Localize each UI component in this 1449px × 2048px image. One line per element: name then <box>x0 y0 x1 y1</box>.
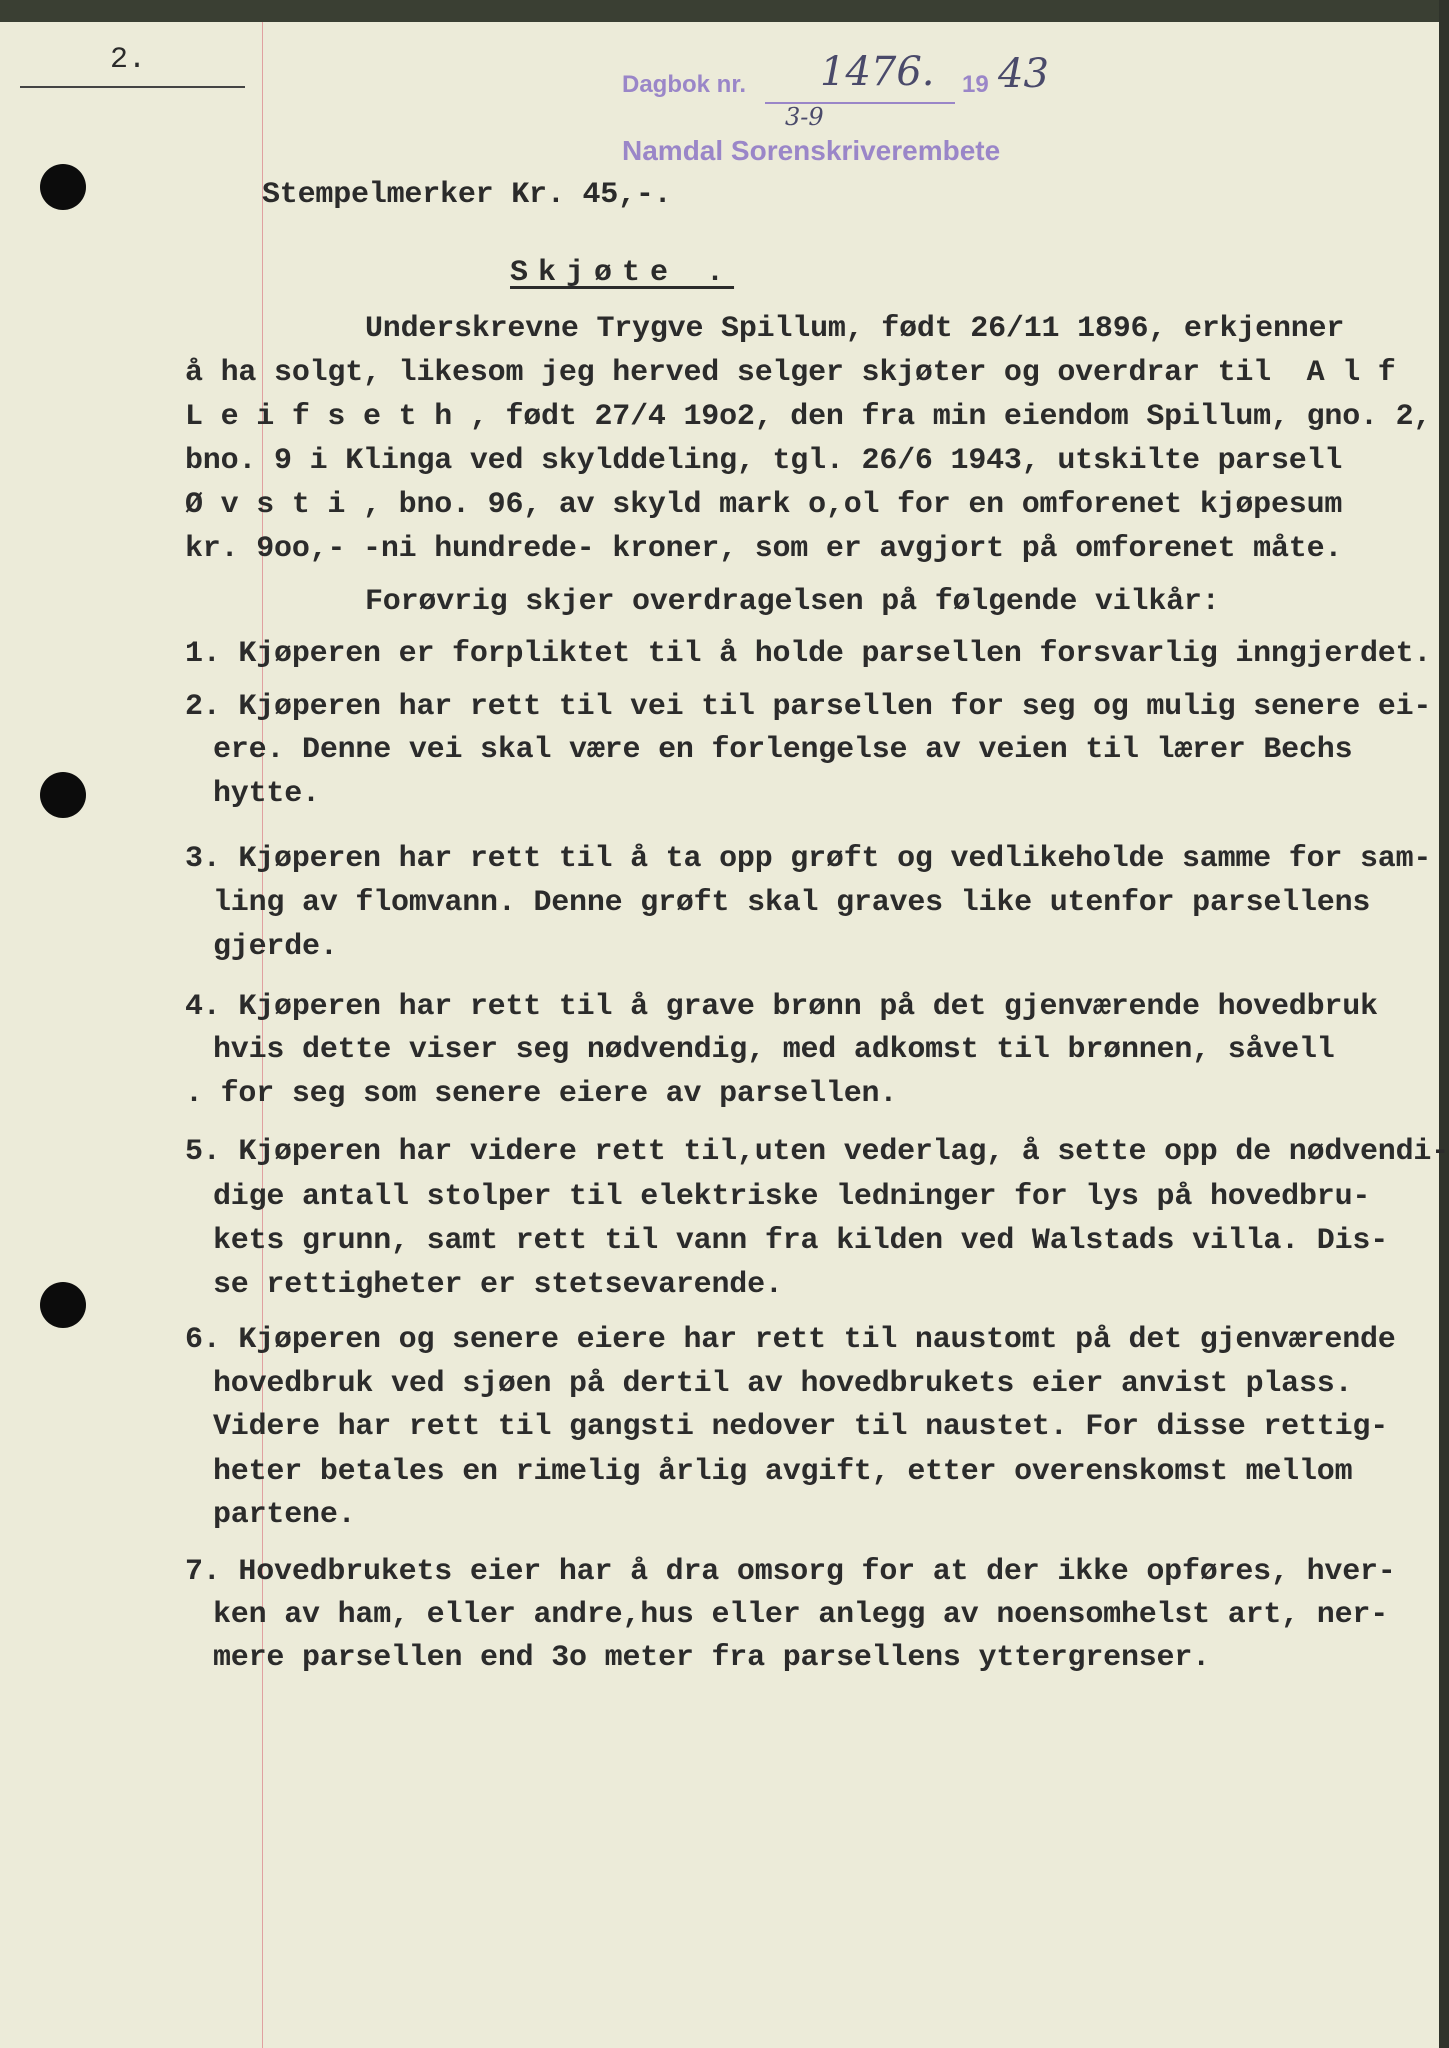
stamp-year-suffix: 43 <box>998 51 1049 97</box>
text-line: 7. Hovedbrukets eier har å dra omsorg for at der ikke opføres, hver- <box>185 1555 1396 1589</box>
page-number: 2. <box>110 43 147 77</box>
punch-hole <box>40 164 86 210</box>
text-line: hovedbruk ved sjøen på dertil av hovedbrukets eier anvist plass. <box>213 1367 1353 1401</box>
stamp-date: 3-9 <box>785 103 824 131</box>
stamp-office: Namdal Sorenskriverembete <box>622 135 1001 166</box>
text-line: 4. Kjøperen har rett til å grave brønn på det gjenværende hovedbruk <box>185 990 1378 1024</box>
stamp-year-prefix: 19 <box>962 71 989 98</box>
text-line: Videre har rett til gangsti nedover til naustet. For disse rettig- <box>213 1410 1388 1444</box>
text-line: ling av flomvann. Denne grøft skal graves like utenfor parsellens <box>213 886 1371 920</box>
scan-top-edge <box>0 0 1449 22</box>
text-line: mere parsellen end 3o meter fra parsellens yttergrenser. <box>213 1641 1210 1675</box>
document-title: Skjøte . <box>510 256 735 290</box>
text-line: gjerde. <box>213 930 338 964</box>
page-number-rule <box>20 86 245 88</box>
text-line: partene. <box>213 1498 356 1532</box>
text-line: bno. 9 i Klinga ved skylddeling, tgl. 26/6 1943, utskilte parsell <box>185 444 1343 478</box>
text-line: hytte. <box>213 777 320 811</box>
text-line: 1. Kjøperen er forpliktet til å holde parsellen forsvarlig inngjerdet. <box>185 637 1432 671</box>
text-line: se rettigheter er stetsevarende. <box>213 1268 783 1302</box>
text-line: kr. 9oo,- -ni hundrede- kroner, som er avgjort på omforenet måte. <box>185 532 1343 566</box>
punch-hole <box>40 772 86 818</box>
text-line: å ha solgt, likesom jeg herved selger skjøter og overdrar til A l f <box>185 356 1396 390</box>
text-line: kets grunn, samt rett til vann fra kilden ved Walstads villa. Dis- <box>213 1224 1388 1258</box>
text-line: hvis dette viser seg nødvendig, med adkomst til brønnen, såvell <box>213 1033 1335 1067</box>
text-line: 3. Kjøperen har rett til å ta opp grøft og vedlikeholde samme for sam- <box>185 842 1432 876</box>
text-line: Ø v s t i , bno. 96, av skyld mark o,ol for en omforenet kjøpesum <box>185 488 1343 522</box>
text-line: Underskrevne Trygve Spillum, født 26/11 1896, erkjenner <box>365 312 1345 346</box>
text-line: Stempelmerker Kr. 45,-. <box>262 178 672 212</box>
text-line: 2. Kjøperen har rett til vei til parsellen for seg og mulig senere ei- <box>185 690 1432 724</box>
stamp-number: 1476. <box>820 49 935 95</box>
text-line: heter betales en rimelig årlig avgift, etter overenskomst mellom <box>213 1455 1353 1489</box>
scan-right-edge <box>1439 0 1449 2048</box>
text-line: Forøvrig skjer overdragelsen på følgende vilkår: <box>365 585 1220 619</box>
text-line: 5. Kjøperen har videre rett til,uten vederlag, å sette opp de nødvendi- <box>185 1135 1449 1169</box>
text-line: 6. Kjøperen og senere eiere har rett til naustomt på det gjenværende <box>185 1323 1396 1357</box>
stamp-label: Dagbok nr. <box>622 71 747 98</box>
text-line: L e i f s e t h , født 27/4 19o2, den fra min eiendom Spillum, gno. 2, <box>185 400 1432 434</box>
text-line: ken av ham, eller andre,hus eller anlegg av noensomhelst art, ner- <box>213 1598 1388 1632</box>
text-line: dige antall stolper til elektriske ledninger for lys på hovedbru- <box>213 1180 1371 1214</box>
text-line: ere. Denne vei skal være en forlengelse av veien til lærer Bechs <box>213 733 1353 767</box>
punch-hole <box>40 1282 86 1328</box>
text-line: . for seg som senere eiere av parsellen. <box>185 1077 898 1111</box>
